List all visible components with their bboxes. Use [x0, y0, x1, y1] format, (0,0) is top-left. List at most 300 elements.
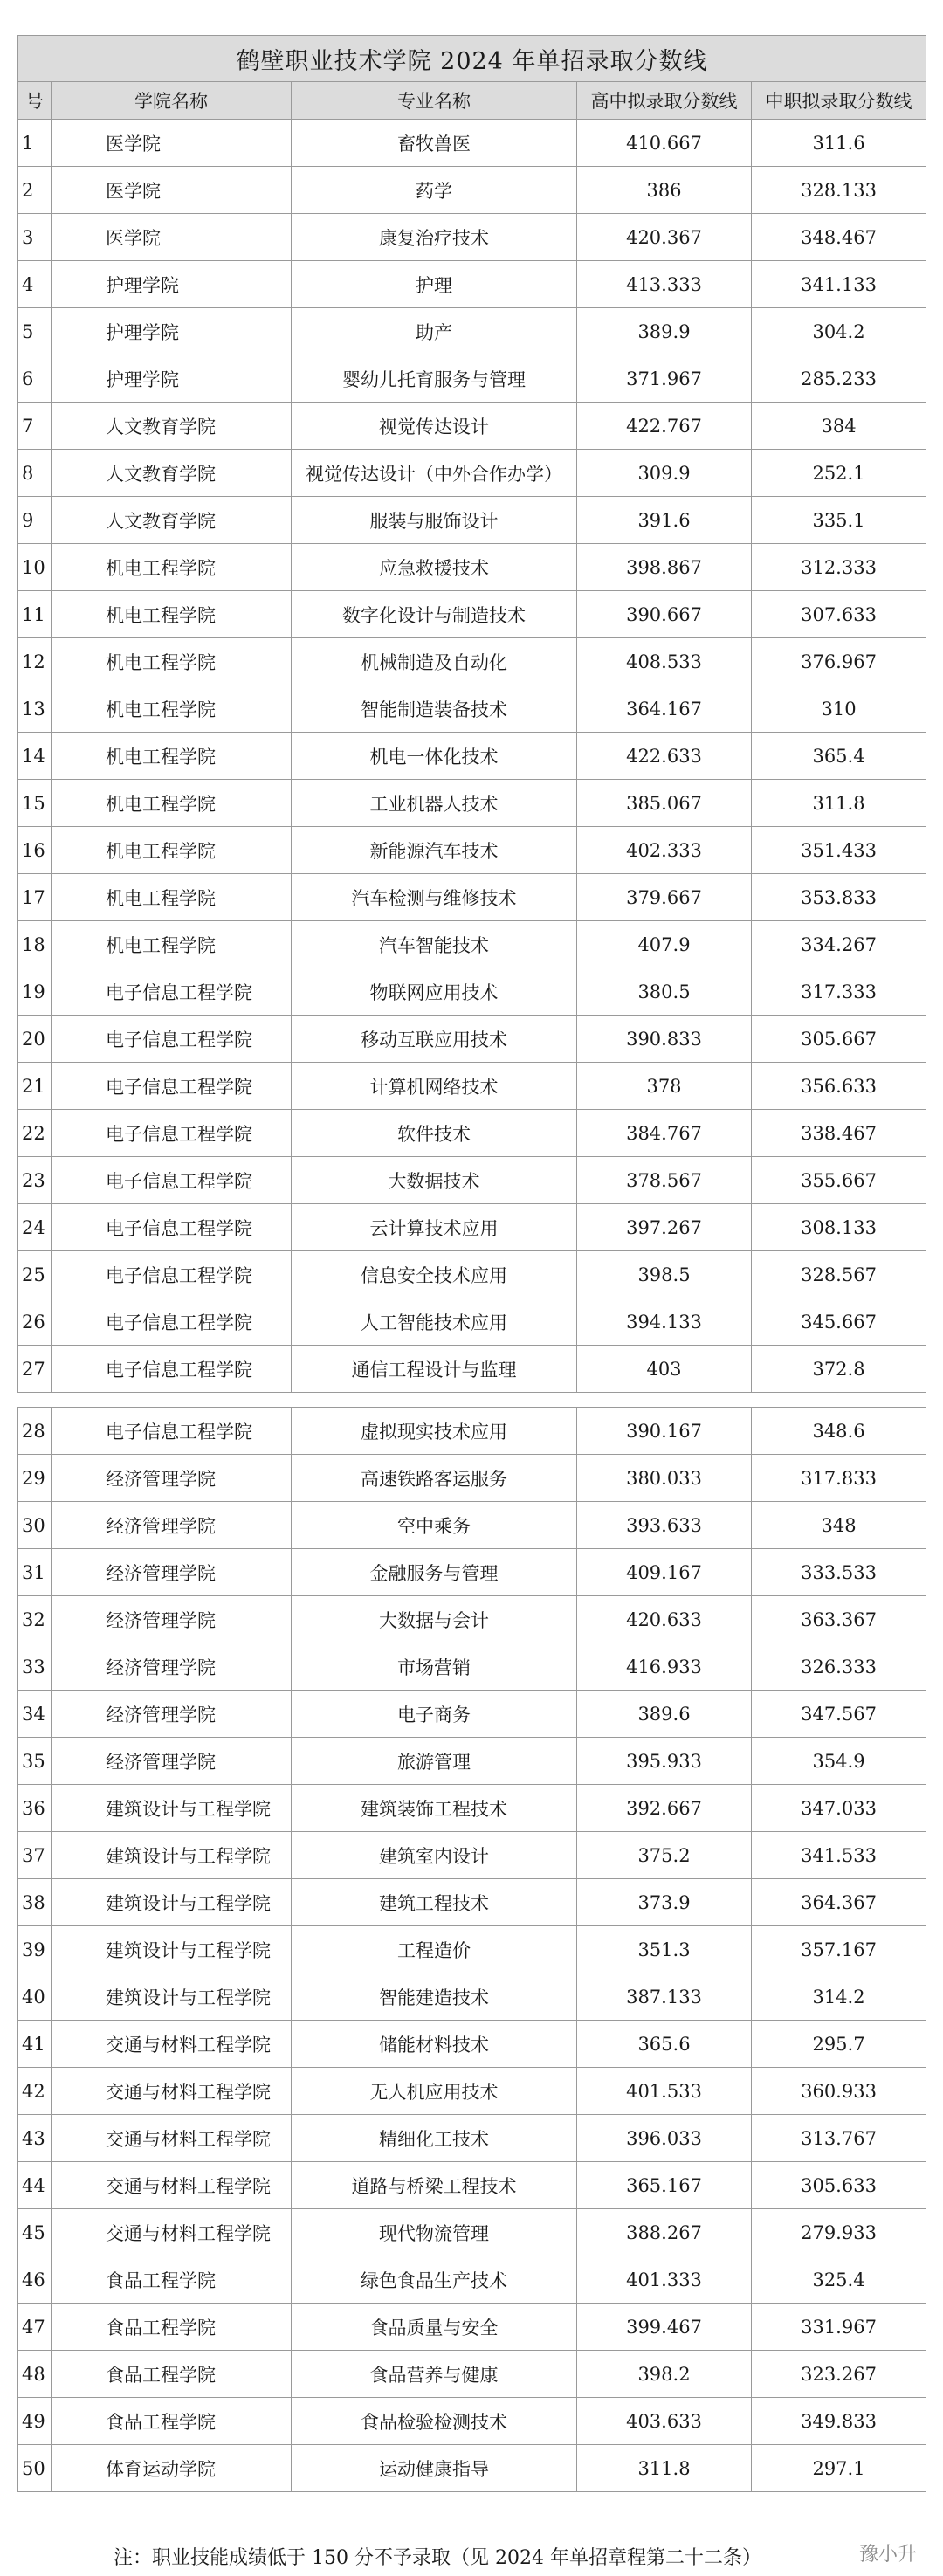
vocational-score: 304.2	[752, 308, 926, 355]
table-row	[18, 968, 926, 1016]
row-number: 29	[18, 1455, 52, 1502]
college-name: 人文教育学院	[52, 450, 292, 497]
row-number: 31	[18, 1549, 52, 1596]
vocational-score: 311.6	[752, 120, 926, 167]
vocational-score: 285.233	[752, 355, 926, 403]
college-name: 经济管理学院	[52, 1738, 292, 1785]
college-name: 食品工程学院	[52, 2304, 292, 2351]
major-name: 畜牧兽医	[292, 120, 577, 167]
major-name: 运动健康指导	[292, 2445, 577, 2492]
major-name: 汽车检测与维修技术	[292, 874, 577, 921]
row-number: 37	[18, 1832, 52, 1879]
high-school-score: 408.533	[577, 638, 752, 685]
high-school-score: 420.633	[577, 1596, 752, 1643]
major-name: 虚拟现实技术应用	[292, 1408, 577, 1455]
high-school-score: 409.167	[577, 1549, 752, 1596]
row-number: 1	[18, 120, 52, 167]
high-school-score: 364.167	[577, 685, 752, 733]
college-name: 医学院	[52, 214, 292, 261]
vocational-score: 384	[752, 403, 926, 450]
row-number: 23	[18, 1157, 52, 1204]
high-school-score: 395.933	[577, 1738, 752, 1785]
high-school-score: 375.2	[577, 1832, 752, 1879]
page-break-gap	[18, 1393, 926, 1408]
college-name: 交通与材料工程学院	[52, 2021, 292, 2068]
vocational-score: 252.1	[752, 450, 926, 497]
high-school-score: 394.133	[577, 1298, 752, 1346]
row-number: 4	[18, 261, 52, 308]
table-row	[18, 2162, 926, 2209]
row-number: 36	[18, 1785, 52, 1832]
row-number: 27	[18, 1346, 52, 1393]
major-name: 通信工程设计与监理	[292, 1346, 577, 1393]
high-school-score: 387.133	[577, 1973, 752, 2021]
table-row	[18, 214, 926, 261]
vocational-score: 354.9	[752, 1738, 926, 1785]
major-name: 市场营销	[292, 1643, 577, 1691]
high-school-score: 309.9	[577, 450, 752, 497]
row-number: 38	[18, 1879, 52, 1926]
high-school-score: 311.8	[577, 2445, 752, 2492]
vocational-score: 376.967	[752, 638, 926, 685]
major-name: 工业机器人技术	[292, 780, 577, 827]
vocational-score: 338.467	[752, 1110, 926, 1157]
row-number: 24	[18, 1204, 52, 1251]
high-school-score: 401.533	[577, 2068, 752, 2115]
college-name: 机电工程学院	[52, 685, 292, 733]
table-row	[18, 2256, 926, 2304]
major-name: 护理	[292, 261, 577, 308]
high-school-score: 402.333	[577, 827, 752, 874]
major-name: 食品检验检测技术	[292, 2398, 577, 2445]
high-school-score: 389.9	[577, 308, 752, 355]
college-name: 食品工程学院	[52, 2256, 292, 2304]
row-number: 34	[18, 1691, 52, 1738]
high-school-score: 373.9	[577, 1879, 752, 1926]
table-row	[18, 1596, 926, 1643]
high-school-score: 399.467	[577, 2304, 752, 2351]
vocational-score: 305.633	[752, 2162, 926, 2209]
high-school-score: 397.267	[577, 1204, 752, 1251]
high-school-score: 388.267	[577, 2209, 752, 2256]
college-name: 医学院	[52, 167, 292, 214]
high-school-score: 390.167	[577, 1408, 752, 1455]
row-number: 10	[18, 544, 52, 591]
admission-score-sheet	[17, 35, 926, 2492]
table-row	[18, 1879, 926, 1926]
major-name: 旅游管理	[292, 1738, 577, 1785]
high-school-score: 416.933	[577, 1643, 752, 1691]
header-no: 号	[18, 82, 52, 120]
row-number: 50	[18, 2445, 52, 2492]
row-number: 45	[18, 2209, 52, 2256]
major-name: 应急救援技术	[292, 544, 577, 591]
college-name: 机电工程学院	[52, 733, 292, 780]
major-name: 电子商务	[292, 1691, 577, 1738]
row-number: 3	[18, 214, 52, 261]
college-name: 经济管理学院	[52, 1691, 292, 1738]
college-name: 经济管理学院	[52, 1502, 292, 1549]
college-name: 建筑设计与工程学院	[52, 1973, 292, 2021]
vocational-score: 314.2	[752, 1973, 926, 2021]
row-number: 9	[18, 497, 52, 544]
vocational-score: 357.167	[752, 1926, 926, 1973]
high-school-score: 393.633	[577, 1502, 752, 1549]
table-row	[18, 1455, 926, 1502]
vocational-score: 334.267	[752, 921, 926, 968]
table-row	[18, 167, 926, 214]
high-school-score: 391.6	[577, 497, 752, 544]
major-name: 信息安全技术应用	[292, 1251, 577, 1298]
major-name: 建筑工程技术	[292, 1879, 577, 1926]
college-name: 电子信息工程学院	[52, 968, 292, 1016]
row-number: 13	[18, 685, 52, 733]
table-row	[18, 685, 926, 733]
vocational-score: 345.667	[752, 1298, 926, 1346]
high-school-score: 398.867	[577, 544, 752, 591]
major-name: 金融服务与管理	[292, 1549, 577, 1596]
row-number: 14	[18, 733, 52, 780]
high-school-score: 378	[577, 1063, 752, 1110]
row-number: 47	[18, 2304, 52, 2351]
row-number: 44	[18, 2162, 52, 2209]
high-school-score: 380.033	[577, 1455, 752, 1502]
major-name: 服装与服饰设计	[292, 497, 577, 544]
college-name: 经济管理学院	[52, 1455, 292, 1502]
college-name: 机电工程学院	[52, 591, 292, 638]
vocational-score: 279.933	[752, 2209, 926, 2256]
college-name: 体育运动学院	[52, 2445, 292, 2492]
table-row	[18, 1408, 926, 1455]
vocational-score: 351.433	[752, 827, 926, 874]
row-number: 19	[18, 968, 52, 1016]
college-name: 经济管理学院	[52, 1596, 292, 1643]
major-name: 机械制造及自动化	[292, 638, 577, 685]
major-name: 精细化工技术	[292, 2115, 577, 2162]
vocational-score: 326.333	[752, 1643, 926, 1691]
vocational-score: 305.667	[752, 1016, 926, 1063]
high-school-score: 379.667	[577, 874, 752, 921]
high-school-score: 351.3	[577, 1926, 752, 1973]
major-name: 食品质量与安全	[292, 2304, 577, 2351]
row-number: 48	[18, 2351, 52, 2398]
table-row	[18, 1298, 926, 1346]
college-name: 交通与材料工程学院	[52, 2115, 292, 2162]
table-row	[18, 1110, 926, 1157]
vocational-score: 360.933	[752, 2068, 926, 2115]
vocational-score: 365.4	[752, 733, 926, 780]
high-school-score: 389.6	[577, 1691, 752, 1738]
vocational-score: 348	[752, 1502, 926, 1549]
high-school-score: 385.067	[577, 780, 752, 827]
footnote: 注：职业技能成绩低于 150 分不予录取（见 2024 年单招章程第二十二条）	[114, 2547, 761, 2569]
row-number: 35	[18, 1738, 52, 1785]
high-school-score: 386	[577, 167, 752, 214]
college-name: 建筑设计与工程学院	[52, 1832, 292, 1879]
major-name: 助产	[292, 308, 577, 355]
major-name: 绿色食品生产技术	[292, 2256, 577, 2304]
row-number: 42	[18, 2068, 52, 2115]
row-number: 20	[18, 1016, 52, 1063]
major-name: 建筑装饰工程技术	[292, 1785, 577, 1832]
row-number: 39	[18, 1926, 52, 1973]
table-row	[18, 355, 926, 403]
major-name: 智能建造技术	[292, 1973, 577, 2021]
table-row	[18, 638, 926, 685]
major-name: 康复治疗技术	[292, 214, 577, 261]
table-row	[18, 1926, 926, 1973]
table-title: 鹤壁职业技术学院 2024 年单招录取分数线	[18, 36, 926, 82]
high-school-score: 422.633	[577, 733, 752, 780]
page-break	[18, 1393, 926, 1408]
vocational-score: 313.767	[752, 2115, 926, 2162]
college-name: 护理学院	[52, 261, 292, 308]
table-row	[18, 450, 926, 497]
vocational-score: 310	[752, 685, 926, 733]
row-number: 15	[18, 780, 52, 827]
high-school-score: 398.2	[577, 2351, 752, 2398]
row-number: 21	[18, 1063, 52, 1110]
table-row	[18, 2398, 926, 2445]
major-name: 大数据与会计	[292, 1596, 577, 1643]
major-name: 空中乘务	[292, 1502, 577, 1549]
table-row	[18, 1063, 926, 1110]
table-row	[18, 120, 926, 167]
row-number: 12	[18, 638, 52, 685]
table-row	[18, 2209, 926, 2256]
college-name: 护理学院	[52, 355, 292, 403]
watermark: 豫小升	[858, 2544, 917, 2566]
row-number: 8	[18, 450, 52, 497]
table-row	[18, 1016, 926, 1063]
vocational-score: 335.1	[752, 497, 926, 544]
table-row	[18, 1785, 926, 1832]
table-body-part2	[18, 1408, 926, 2492]
major-name: 高速铁路客运服务	[292, 1455, 577, 1502]
table-row	[18, 403, 926, 450]
college-name: 人文教育学院	[52, 497, 292, 544]
vocational-score: 353.833	[752, 874, 926, 921]
vocational-score: 348.467	[752, 214, 926, 261]
college-name: 交通与材料工程学院	[52, 2068, 292, 2115]
vocational-score: 347.567	[752, 1691, 926, 1738]
major-name: 物联网应用技术	[292, 968, 577, 1016]
table-row	[18, 591, 926, 638]
vocational-score: 341.533	[752, 1832, 926, 1879]
vocational-score: 372.8	[752, 1346, 926, 1393]
row-number: 40	[18, 1973, 52, 2021]
high-school-score: 365.6	[577, 2021, 752, 2068]
college-name: 机电工程学院	[52, 921, 292, 968]
college-name: 电子信息工程学院	[52, 1157, 292, 1204]
row-number: 6	[18, 355, 52, 403]
high-school-score: 365.167	[577, 2162, 752, 2209]
college-name: 机电工程学院	[52, 874, 292, 921]
row-number: 43	[18, 2115, 52, 2162]
college-name: 经济管理学院	[52, 1643, 292, 1691]
row-number: 30	[18, 1502, 52, 1549]
college-name: 电子信息工程学院	[52, 1408, 292, 1455]
row-number: 46	[18, 2256, 52, 2304]
table-row	[18, 1157, 926, 1204]
high-school-score: 407.9	[577, 921, 752, 968]
major-name: 道路与桥梁工程技术	[292, 2162, 577, 2209]
header-major: 专业名称	[292, 82, 577, 120]
vocational-score: 355.667	[752, 1157, 926, 1204]
high-school-score: 378.567	[577, 1157, 752, 1204]
table-row	[18, 308, 926, 355]
major-name: 计算机网络技术	[292, 1063, 577, 1110]
table-row	[18, 2021, 926, 2068]
major-name: 无人机应用技术	[292, 2068, 577, 2115]
college-name: 医学院	[52, 120, 292, 167]
high-school-score: 420.367	[577, 214, 752, 261]
college-name: 电子信息工程学院	[52, 1063, 292, 1110]
row-number: 49	[18, 2398, 52, 2445]
high-school-score: 403	[577, 1346, 752, 1393]
major-name: 大数据技术	[292, 1157, 577, 1204]
high-school-score: 413.333	[577, 261, 752, 308]
vocational-score: 325.4	[752, 2256, 926, 2304]
row-number: 33	[18, 1643, 52, 1691]
table-row	[18, 2068, 926, 2115]
table-row	[18, 1738, 926, 1785]
college-name: 电子信息工程学院	[52, 1346, 292, 1393]
table-row	[18, 1973, 926, 2021]
major-name: 婴幼儿托育服务与管理	[292, 355, 577, 403]
major-name: 机电一体化技术	[292, 733, 577, 780]
row-number: 5	[18, 308, 52, 355]
college-name: 食品工程学院	[52, 2398, 292, 2445]
vocational-score: 308.133	[752, 1204, 926, 1251]
row-number: 2	[18, 167, 52, 214]
vocational-score: 347.033	[752, 1785, 926, 1832]
high-school-score: 422.767	[577, 403, 752, 450]
college-name: 机电工程学院	[52, 638, 292, 685]
major-name: 现代物流管理	[292, 2209, 577, 2256]
table-row	[18, 827, 926, 874]
vocational-score: 328.567	[752, 1251, 926, 1298]
vocational-score: 317.833	[752, 1455, 926, 1502]
row-number: 25	[18, 1251, 52, 1298]
major-name: 工程造价	[292, 1926, 577, 1973]
vocational-score: 295.7	[752, 2021, 926, 2068]
vocational-score: 364.367	[752, 1879, 926, 1926]
table-row	[18, 1204, 926, 1251]
row-number: 22	[18, 1110, 52, 1157]
table-row	[18, 1502, 926, 1549]
college-name: 建筑设计与工程学院	[52, 1879, 292, 1926]
vocational-score: 363.367	[752, 1596, 926, 1643]
high-school-score: 410.667	[577, 120, 752, 167]
major-name: 云计算技术应用	[292, 1204, 577, 1251]
college-name: 电子信息工程学院	[52, 1204, 292, 1251]
table-row	[18, 2445, 926, 2492]
high-school-score: 380.5	[577, 968, 752, 1016]
college-name: 电子信息工程学院	[52, 1110, 292, 1157]
major-name: 数字化设计与制造技术	[292, 591, 577, 638]
vocational-score: 356.633	[752, 1063, 926, 1110]
row-number: 18	[18, 921, 52, 968]
table-row	[18, 544, 926, 591]
college-name: 电子信息工程学院	[52, 1016, 292, 1063]
major-name: 智能制造装备技术	[292, 685, 577, 733]
vocational-score: 348.6	[752, 1408, 926, 1455]
college-name: 机电工程学院	[52, 544, 292, 591]
vocational-score: 328.133	[752, 167, 926, 214]
vocational-score: 317.333	[752, 968, 926, 1016]
table-row	[18, 1549, 926, 1596]
vocational-score: 333.533	[752, 1549, 926, 1596]
major-name: 视觉传达设计	[292, 403, 577, 450]
major-name: 汽车智能技术	[292, 921, 577, 968]
header-college: 学院名称	[52, 82, 292, 120]
row-number: 7	[18, 403, 52, 450]
vocational-score: 331.967	[752, 2304, 926, 2351]
major-name: 建筑室内设计	[292, 1832, 577, 1879]
table-row	[18, 733, 926, 780]
table-row	[18, 780, 926, 827]
table-row	[18, 921, 926, 968]
high-school-score: 384.767	[577, 1110, 752, 1157]
row-number: 28	[18, 1408, 52, 1455]
major-name: 食品营养与健康	[292, 2351, 577, 2398]
high-school-score: 396.033	[577, 2115, 752, 2162]
table-row	[18, 1691, 926, 1738]
college-name: 护理学院	[52, 308, 292, 355]
row-number: 32	[18, 1596, 52, 1643]
vocational-score: 341.133	[752, 261, 926, 308]
row-number: 41	[18, 2021, 52, 2068]
row-number: 26	[18, 1298, 52, 1346]
high-school-score: 371.967	[577, 355, 752, 403]
score-table	[17, 35, 926, 2492]
college-name: 人文教育学院	[52, 403, 292, 450]
college-name: 经济管理学院	[52, 1549, 292, 1596]
header-high-school-score: 高中拟录取分数线	[577, 82, 752, 120]
major-name: 软件技术	[292, 1110, 577, 1157]
table-row	[18, 1832, 926, 1879]
row-number: 16	[18, 827, 52, 874]
high-school-score: 398.5	[577, 1251, 752, 1298]
major-name: 视觉传达设计（中外合作办学）	[292, 450, 577, 497]
college-name: 食品工程学院	[52, 2351, 292, 2398]
table-row	[18, 1346, 926, 1393]
table-row	[18, 2351, 926, 2398]
vocational-score: 311.8	[752, 780, 926, 827]
college-name: 建筑设计与工程学院	[52, 1926, 292, 1973]
college-name: 电子信息工程学院	[52, 1251, 292, 1298]
table-row	[18, 1643, 926, 1691]
header-vocational-score: 中职拟录取分数线	[752, 82, 926, 120]
row-number: 17	[18, 874, 52, 921]
college-name: 机电工程学院	[52, 827, 292, 874]
high-school-score: 392.667	[577, 1785, 752, 1832]
college-name: 交通与材料工程学院	[52, 2209, 292, 2256]
table-body-part1	[18, 120, 926, 1393]
table-row	[18, 497, 926, 544]
vocational-score: 312.333	[752, 544, 926, 591]
high-school-score: 403.633	[577, 2398, 752, 2445]
vocational-score: 323.267	[752, 2351, 926, 2398]
high-school-score: 390.667	[577, 591, 752, 638]
college-name: 建筑设计与工程学院	[52, 1785, 292, 1832]
major-name: 药学	[292, 167, 577, 214]
college-name: 交通与材料工程学院	[52, 2162, 292, 2209]
vocational-score: 297.1	[752, 2445, 926, 2492]
table-row	[18, 874, 926, 921]
vocational-score: 349.833	[752, 2398, 926, 2445]
